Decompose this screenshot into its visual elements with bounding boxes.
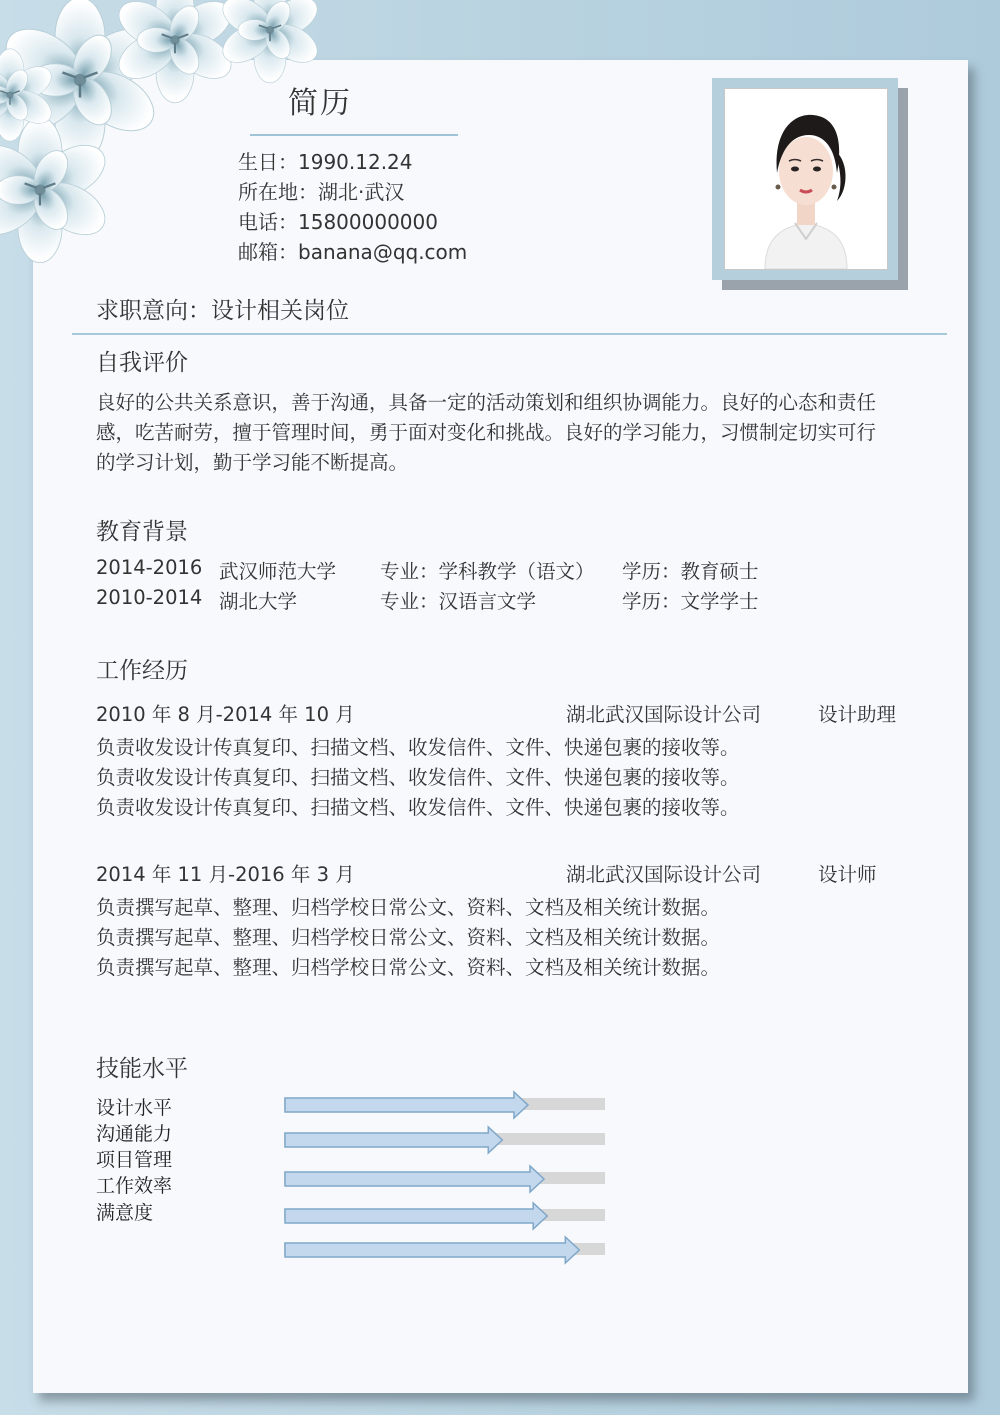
job-duties <box>96 733 740 823</box>
duty-line: 负责收发设计传真复印、扫描文档、收发信件、文件、快递包裹的接收等。 <box>96 766 740 789</box>
duty-line: 负责收发设计传真复印、扫描文档、收发信件、文件、快递包裹的接收等。 <box>96 796 740 819</box>
edu-years: 2014-2016 <box>96 556 203 579</box>
job-company: 湖北武汉国际设计公司 <box>566 863 762 886</box>
self-eval-heading: 自我评价 <box>96 350 188 376</box>
job-duties <box>96 893 720 983</box>
duty-line: 负责撰写起草、整理、归档学校日常公文、资料、文档及相关统计数据。 <box>96 926 721 949</box>
skills-heading: 技能水平 <box>96 1056 188 1082</box>
skill-label: 满意度 <box>96 1202 154 1224</box>
self-eval-line: 良好的公共关系意识，善于沟通，具备一定的活动策划和组织协调能力。良好的心态和责任 <box>96 391 877 414</box>
title-underline <box>250 134 458 136</box>
duty-line: 负责撰写起草、整理、归档学校日常公文、资料、文档及相关统计数据。 <box>96 896 721 919</box>
skill-label: 沟通能力 <box>96 1123 173 1145</box>
job-company: 湖北武汉国际设计公司 <box>566 703 762 726</box>
duty-line: 负责撰写起草、整理、归档学校日常公文、资料、文档及相关统计数据。 <box>96 956 721 979</box>
self-eval-line: 感，吃苦耐劳，擅于管理时间，勇于面对变化和挑战。良好的学习能力，习惯制定切实可行 <box>96 421 877 444</box>
profile-photo <box>724 88 888 270</box>
skill-arrow <box>282 1235 612 1265</box>
skill-arrow-shape <box>285 1237 579 1263</box>
job-role: 设计师 <box>818 863 877 886</box>
job-period: 2010 年 8 月-2014 年 10 月 <box>96 703 355 726</box>
job-intent: 求职意向：设计相关岗位 <box>96 298 349 324</box>
edu-degree: 学历：教育硕士 <box>622 560 759 583</box>
duty-line: 负责收发设计传真复印、扫描文档、收发信件、文件、快递包裹的接收等。 <box>96 736 740 759</box>
resume-title: 简历 <box>288 86 352 121</box>
job-role: 设计助理 <box>818 703 897 726</box>
photo-frame <box>712 78 898 280</box>
edu-degree: 学历：文学学士 <box>622 590 759 613</box>
job-period: 2014 年 11 月-2016 年 3 月 <box>96 863 355 886</box>
self-eval-line: 的学习计划，勤于学习能不断提高。 <box>96 451 409 474</box>
skill-arrow-shape <box>285 1203 547 1229</box>
skill-arrow-shape <box>285 1092 528 1118</box>
edu-school: 湖北大学 <box>219 590 298 613</box>
birthday-text: 生日：1990.12.24 <box>238 150 413 174</box>
section-separator <box>72 333 947 335</box>
edu-school: 武汉师范大学 <box>219 560 337 583</box>
self-eval-text <box>96 388 911 478</box>
skill-arrow <box>282 1090 612 1120</box>
skill-arrow-shape <box>285 1127 502 1153</box>
skill-arrow <box>282 1201 612 1231</box>
education-heading: 教育背景 <box>96 519 188 545</box>
skill-label: 设计水平 <box>96 1097 173 1119</box>
email-text: 邮箱：banana@qq.com <box>238 240 468 264</box>
edu-major: 专业：汉语言文学 <box>380 590 537 613</box>
skill-arrow <box>282 1164 612 1194</box>
education-row <box>96 586 916 616</box>
skill-label: 工作效率 <box>96 1175 173 1197</box>
job-header <box>96 699 916 729</box>
education-row <box>96 556 916 586</box>
skill-arrow <box>282 1125 612 1155</box>
work-heading: 工作经历 <box>96 658 188 684</box>
skill-label: 项目管理 <box>96 1149 173 1171</box>
edu-years: 2010-2014 <box>96 586 203 609</box>
job-header <box>96 859 916 889</box>
location-text: 所在地：湖北·武汉 <box>238 180 405 204</box>
skill-arrow-shape <box>285 1166 544 1192</box>
edu-major: 专业：学科教学（语文） <box>380 560 595 583</box>
phone-text: 电话：15800000000 <box>238 210 438 234</box>
